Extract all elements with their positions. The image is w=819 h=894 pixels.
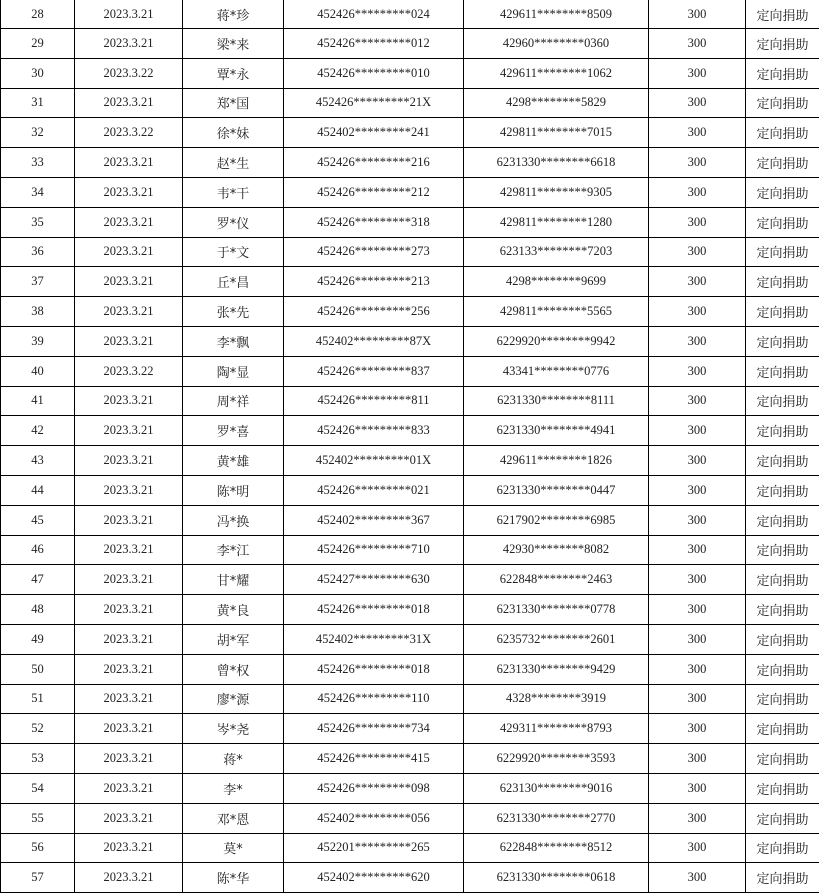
bank-account-cell: 6231330********2770	[464, 803, 649, 833]
donation-type-cell: 定向捐助	[746, 773, 819, 803]
id-number-cell: 452426*********833	[284, 416, 464, 446]
bank-account-cell: 429611********8509	[464, 0, 649, 29]
donor-name-cell: 梁*来	[183, 29, 284, 59]
donation-type-cell: 定向捐助	[746, 565, 819, 595]
id-number-cell: 452426*********273	[284, 237, 464, 267]
amount-cell: 300	[649, 58, 746, 88]
amount-cell: 300	[649, 624, 746, 654]
table-row	[1, 177, 819, 207]
amount-cell: 300	[649, 237, 746, 267]
row-number-cell: 52	[1, 714, 75, 744]
row-number-cell: 54	[1, 773, 75, 803]
id-number-cell: 452426*********216	[284, 148, 464, 178]
table-row	[1, 0, 819, 29]
table-row	[1, 535, 819, 565]
date-cell: 2023.3.21	[75, 386, 183, 416]
amount-cell: 300	[649, 773, 746, 803]
donor-name-cell: 覃*永	[183, 58, 284, 88]
donor-name-cell: 岑*尧	[183, 714, 284, 744]
donation-type-cell: 定向捐助	[746, 535, 819, 565]
table-row	[1, 326, 819, 356]
id-number-cell: 452426*********021	[284, 475, 464, 505]
donation-type-cell: 定向捐助	[746, 118, 819, 148]
date-cell: 2023.3.21	[75, 684, 183, 714]
row-number-cell: 45	[1, 505, 75, 535]
row-number-cell: 44	[1, 475, 75, 505]
amount-cell: 300	[649, 565, 746, 595]
bank-account-cell: 6231330********0618	[464, 863, 649, 893]
row-number-cell: 30	[1, 58, 75, 88]
row-number-cell: 57	[1, 863, 75, 893]
id-number-cell: 452426*********098	[284, 773, 464, 803]
donor-name-cell: 韦*干	[183, 177, 284, 207]
id-number-cell: 452402*********01X	[284, 446, 464, 476]
donor-name-cell: 曾*权	[183, 654, 284, 684]
bank-account-cell: 6231330********0447	[464, 475, 649, 505]
date-cell: 2023.3.21	[75, 595, 183, 625]
donor-name-cell: 周*祥	[183, 386, 284, 416]
row-number-cell: 40	[1, 356, 75, 386]
id-number-cell: 452426*********21X	[284, 88, 464, 118]
donation-type-cell: 定向捐助	[746, 833, 819, 863]
table-row	[1, 684, 819, 714]
table-row	[1, 118, 819, 148]
amount-cell: 300	[649, 803, 746, 833]
date-cell: 2023.3.21	[75, 148, 183, 178]
amount-cell: 300	[649, 207, 746, 237]
bank-account-cell: 4298********5829	[464, 88, 649, 118]
date-cell: 2023.3.21	[75, 0, 183, 29]
donation-type-cell: 定向捐助	[746, 326, 819, 356]
bank-account-cell: 6231330********8111	[464, 386, 649, 416]
id-number-cell: 452426*********734	[284, 714, 464, 744]
bank-account-cell: 43341********0776	[464, 356, 649, 386]
table-body	[1, 0, 819, 893]
date-cell: 2023.3.21	[75, 326, 183, 356]
bank-account-cell: 6229920********3593	[464, 744, 649, 774]
amount-cell: 300	[649, 595, 746, 625]
row-number-cell: 49	[1, 624, 75, 654]
bank-account-cell: 429811********9305	[464, 177, 649, 207]
bank-account-cell: 429611********1062	[464, 58, 649, 88]
table-row	[1, 297, 819, 327]
donor-name-cell: 陈*华	[183, 863, 284, 893]
table-row	[1, 565, 819, 595]
id-number-cell: 452426*********024	[284, 0, 464, 29]
amount-cell: 300	[649, 267, 746, 297]
amount-cell: 300	[649, 833, 746, 863]
date-cell: 2023.3.21	[75, 654, 183, 684]
date-cell: 2023.3.22	[75, 118, 183, 148]
bank-account-cell: 42930********8082	[464, 535, 649, 565]
date-cell: 2023.3.21	[75, 416, 183, 446]
date-cell: 2023.3.21	[75, 565, 183, 595]
date-cell: 2023.3.21	[75, 803, 183, 833]
donation-type-cell: 定向捐助	[746, 148, 819, 178]
bank-account-cell: 6231330********6618	[464, 148, 649, 178]
id-number-cell: 452426*********110	[284, 684, 464, 714]
id-number-cell: 452402*********87X	[284, 326, 464, 356]
donor-name-cell: 徐*妹	[183, 118, 284, 148]
date-cell: 2023.3.21	[75, 773, 183, 803]
bank-account-cell: 623133********7203	[464, 237, 649, 267]
table-row	[1, 237, 819, 267]
donor-name-cell: 胡*军	[183, 624, 284, 654]
table-row	[1, 207, 819, 237]
date-cell: 2023.3.21	[75, 88, 183, 118]
donation-type-cell: 定向捐助	[746, 803, 819, 833]
amount-cell: 300	[649, 29, 746, 59]
donation-type-cell: 定向捐助	[746, 475, 819, 505]
row-number-cell: 39	[1, 326, 75, 356]
table-row	[1, 803, 819, 833]
id-number-cell: 452402*********367	[284, 505, 464, 535]
row-number-cell: 43	[1, 446, 75, 476]
table-row	[1, 714, 819, 744]
donation-type-cell: 定向捐助	[746, 684, 819, 714]
amount-cell: 300	[649, 684, 746, 714]
bank-account-cell: 4328********3919	[464, 684, 649, 714]
donation-type-cell: 定向捐助	[746, 714, 819, 744]
table-row	[1, 148, 819, 178]
id-number-cell: 452426*********010	[284, 58, 464, 88]
amount-cell: 300	[649, 714, 746, 744]
date-cell: 2023.3.21	[75, 863, 183, 893]
donation-type-cell: 定向捐助	[746, 267, 819, 297]
table-row	[1, 446, 819, 476]
date-cell: 2023.3.21	[75, 177, 183, 207]
row-number-cell: 33	[1, 148, 75, 178]
date-cell: 2023.3.22	[75, 58, 183, 88]
bank-account-cell: 622848********8512	[464, 833, 649, 863]
date-cell: 2023.3.21	[75, 237, 183, 267]
amount-cell: 300	[649, 356, 746, 386]
amount-cell: 300	[649, 863, 746, 893]
row-number-cell: 36	[1, 237, 75, 267]
table-row	[1, 416, 819, 446]
donation-type-cell: 定向捐助	[746, 29, 819, 59]
bank-account-cell: 6231330********0778	[464, 595, 649, 625]
id-number-cell: 452402*********241	[284, 118, 464, 148]
bank-account-cell: 4298********9699	[464, 267, 649, 297]
table-row	[1, 386, 819, 416]
bank-account-cell: 6231330********9429	[464, 654, 649, 684]
id-number-cell: 452426*********213	[284, 267, 464, 297]
id-number-cell: 452201*********265	[284, 833, 464, 863]
id-number-cell: 452426*********018	[284, 654, 464, 684]
row-number-cell: 56	[1, 833, 75, 863]
bank-account-cell: 622848********2463	[464, 565, 649, 595]
id-number-cell: 452426*********256	[284, 297, 464, 327]
date-cell: 2023.3.21	[75, 505, 183, 535]
donor-name-cell: 李*江	[183, 535, 284, 565]
table-row	[1, 356, 819, 386]
row-number-cell: 50	[1, 654, 75, 684]
row-number-cell: 55	[1, 803, 75, 833]
id-number-cell: 452426*********837	[284, 356, 464, 386]
donation-type-cell: 定向捐助	[746, 446, 819, 476]
amount-cell: 300	[649, 148, 746, 178]
donor-name-cell: 于*文	[183, 237, 284, 267]
amount-cell: 300	[649, 535, 746, 565]
row-number-cell: 53	[1, 744, 75, 774]
amount-cell: 300	[649, 177, 746, 207]
donor-name-cell: 蒋*珍	[183, 0, 284, 29]
donation-type-cell: 定向捐助	[746, 207, 819, 237]
bank-account-cell: 429611********1826	[464, 446, 649, 476]
row-number-cell: 35	[1, 207, 75, 237]
date-cell: 2023.3.21	[75, 297, 183, 327]
bank-account-cell: 6231330********4941	[464, 416, 649, 446]
table-row	[1, 863, 819, 893]
bank-account-cell: 429311********8793	[464, 714, 649, 744]
table-row	[1, 88, 819, 118]
id-number-cell: 452426*********710	[284, 535, 464, 565]
donation-type-cell: 定向捐助	[746, 863, 819, 893]
row-number-cell: 37	[1, 267, 75, 297]
table-row	[1, 624, 819, 654]
date-cell: 2023.3.21	[75, 446, 183, 476]
amount-cell: 300	[649, 744, 746, 774]
donor-name-cell: 罗*仪	[183, 207, 284, 237]
amount-cell: 300	[649, 88, 746, 118]
table-row	[1, 773, 819, 803]
id-number-cell: 452402*********620	[284, 863, 464, 893]
date-cell: 2023.3.21	[75, 29, 183, 59]
donation-type-cell: 定向捐助	[746, 595, 819, 625]
id-number-cell: 452426*********318	[284, 207, 464, 237]
date-cell: 2023.3.21	[75, 624, 183, 654]
id-number-cell: 452426*********415	[284, 744, 464, 774]
row-number-cell: 51	[1, 684, 75, 714]
donation-type-cell: 定向捐助	[746, 386, 819, 416]
donation-type-cell: 定向捐助	[746, 88, 819, 118]
row-number-cell: 28	[1, 0, 75, 29]
donor-name-cell: 蒋*	[183, 744, 284, 774]
row-number-cell: 47	[1, 565, 75, 595]
donation-type-cell: 定向捐助	[746, 654, 819, 684]
table-row	[1, 29, 819, 59]
donor-name-cell: 邓*恩	[183, 803, 284, 833]
donor-name-cell: 罗*喜	[183, 416, 284, 446]
donation-type-cell: 定向捐助	[746, 237, 819, 267]
date-cell: 2023.3.22	[75, 356, 183, 386]
amount-cell: 300	[649, 386, 746, 416]
donation-type-cell: 定向捐助	[746, 744, 819, 774]
amount-cell: 300	[649, 297, 746, 327]
date-cell: 2023.3.21	[75, 475, 183, 505]
donor-name-cell: 陈*明	[183, 475, 284, 505]
amount-cell: 300	[649, 416, 746, 446]
date-cell: 2023.3.21	[75, 535, 183, 565]
row-number-cell: 31	[1, 88, 75, 118]
id-number-cell: 452426*********811	[284, 386, 464, 416]
table-row	[1, 833, 819, 863]
date-cell: 2023.3.21	[75, 714, 183, 744]
donor-name-cell: 赵*生	[183, 148, 284, 178]
amount-cell: 300	[649, 505, 746, 535]
amount-cell: 300	[649, 475, 746, 505]
donor-name-cell: 李*飘	[183, 326, 284, 356]
donor-name-cell: 莫*	[183, 833, 284, 863]
donor-name-cell: 丘*昌	[183, 267, 284, 297]
row-number-cell: 29	[1, 29, 75, 59]
id-number-cell: 452426*********212	[284, 177, 464, 207]
date-cell: 2023.3.21	[75, 744, 183, 774]
id-number-cell: 452402*********31X	[284, 624, 464, 654]
date-cell: 2023.3.21	[75, 833, 183, 863]
table-row	[1, 267, 819, 297]
donor-name-cell: 李*	[183, 773, 284, 803]
row-number-cell: 38	[1, 297, 75, 327]
date-cell: 2023.3.21	[75, 267, 183, 297]
table-row	[1, 744, 819, 774]
date-cell: 2023.3.21	[75, 207, 183, 237]
row-number-cell: 32	[1, 118, 75, 148]
donor-name-cell: 黄*雄	[183, 446, 284, 476]
bank-account-cell: 429811********5565	[464, 297, 649, 327]
id-number-cell: 452426*********018	[284, 595, 464, 625]
bank-account-cell: 6217902********6985	[464, 505, 649, 535]
donor-name-cell: 廖*源	[183, 684, 284, 714]
id-number-cell: 452402*********056	[284, 803, 464, 833]
donation-type-cell: 定向捐助	[746, 297, 819, 327]
amount-cell: 300	[649, 0, 746, 29]
row-number-cell: 48	[1, 595, 75, 625]
table-row	[1, 654, 819, 684]
amount-cell: 300	[649, 118, 746, 148]
row-number-cell: 42	[1, 416, 75, 446]
donation-type-cell: 定向捐助	[746, 505, 819, 535]
row-number-cell: 46	[1, 535, 75, 565]
donation-type-cell: 定向捐助	[746, 177, 819, 207]
donation-type-cell: 定向捐助	[746, 356, 819, 386]
donor-name-cell: 黄*良	[183, 595, 284, 625]
donation-type-cell: 定向捐助	[746, 416, 819, 446]
bank-account-cell: 42960********0360	[464, 29, 649, 59]
amount-cell: 300	[649, 326, 746, 356]
table-row	[1, 475, 819, 505]
donor-name-cell: 张*先	[183, 297, 284, 327]
bank-account-cell: 623130********9016	[464, 773, 649, 803]
amount-cell: 300	[649, 654, 746, 684]
donor-name-cell: 郑*国	[183, 88, 284, 118]
donor-name-cell: 甘*耀	[183, 565, 284, 595]
donation-type-cell: 定向捐助	[746, 58, 819, 88]
bank-account-cell: 429811********7015	[464, 118, 649, 148]
id-number-cell: 452426*********012	[284, 29, 464, 59]
donation-type-cell: 定向捐助	[746, 0, 819, 29]
table-row	[1, 505, 819, 535]
row-number-cell: 34	[1, 177, 75, 207]
bank-account-cell: 6229920********9942	[464, 326, 649, 356]
donation-type-cell: 定向捐助	[746, 624, 819, 654]
bank-account-cell: 6235732********2601	[464, 624, 649, 654]
table-row	[1, 58, 819, 88]
donor-name-cell: 陶*显	[183, 356, 284, 386]
donor-name-cell: 冯*换	[183, 505, 284, 535]
table-row	[1, 595, 819, 625]
row-number-cell: 41	[1, 386, 75, 416]
amount-cell: 300	[649, 446, 746, 476]
bank-account-cell: 429811********1280	[464, 207, 649, 237]
id-number-cell: 452427*********630	[284, 565, 464, 595]
